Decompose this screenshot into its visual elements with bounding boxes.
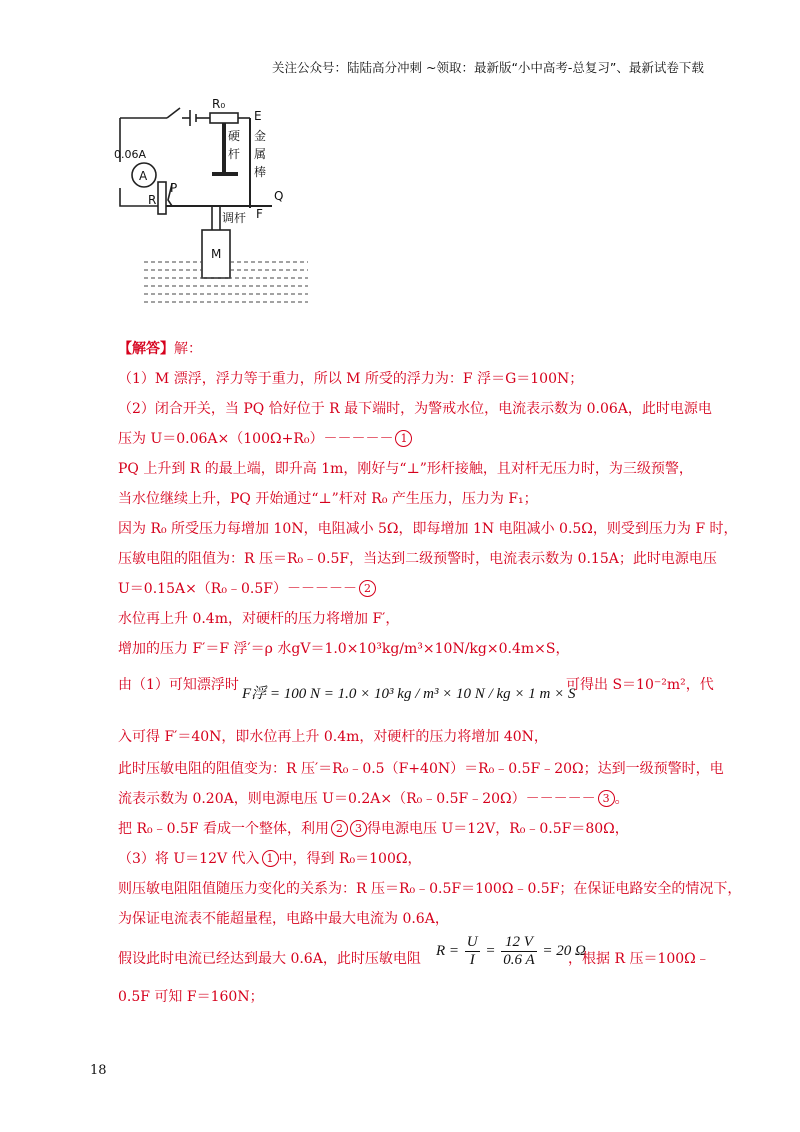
solution-line-2: （2）闭合开关，当 PQ 恰好位于 R 最下端时，为警戒水位，电流表示数为 0.06A，此时电源电 xyxy=(118,401,712,417)
buoyancy-formula: F浮 = 100 N = 1.0 × 10³ kg / m³ × 10 N / kg × 1 m × S xyxy=(242,686,576,702)
svg-text:E: E xyxy=(254,109,262,123)
circled-number: 2 xyxy=(331,820,348,837)
solution-line-6: 因为 R₀ 所受压力每增加 10N，电阻减小 5Ω，即每增加 1N 电阻减小 0.5Ω，则受到压力为 F 时， xyxy=(118,521,738,537)
solution-line-19-suffix: ，根据 R 压＝100Ω﹣ xyxy=(568,951,710,967)
svg-text:R₀: R₀ xyxy=(212,97,226,111)
svg-text:金: 金 xyxy=(254,129,267,143)
solution-line-3: 压为 U＝0.06A×（100Ω+R₀）－－－－－ 1 xyxy=(118,428,412,448)
circuit-diagram xyxy=(112,90,312,310)
solution-line-20: 0.5F 可知 F＝160N； xyxy=(118,989,264,1005)
solution-line-4: PQ 上升到 R 的最上端，即升高 1m，刚好与“⊥”形杆接触，且对杆无压力时，为三级预警， xyxy=(118,461,693,477)
svg-text:调杆: 调杆 xyxy=(222,211,247,225)
resistance-formula: R = $\frac{U}{I}$ = $\frac{12 V}{0.6 A}$ = 20 Ω xyxy=(436,934,586,968)
solution-line-19: 假设此时电流已经达到最大 0.6A，此时压敏电阻 xyxy=(118,951,421,967)
svg-text:R: R xyxy=(148,193,157,207)
svg-text:硬: 硬 xyxy=(228,129,241,143)
svg-text:0.06A: 0.06A xyxy=(114,148,147,161)
circled-number: 3 xyxy=(598,790,615,807)
svg-text:P: P xyxy=(170,181,178,195)
solution-line-17: 则压敏电阻阻值随压力变化的关系为：R 压＝R₀﹣0.5F＝100Ω﹣0.5F；在保证电路安全的情况下， xyxy=(118,881,742,897)
circled-number: 1 xyxy=(395,430,412,447)
solution-line-7: 压敏电阻的阻值为：R 压＝R₀﹣0.5F，当达到二级预警时，电流表示数为 0.15A；此时电源电压 xyxy=(118,551,717,567)
solution-heading: 【解答】解： xyxy=(118,341,202,357)
page-number: 18 xyxy=(90,1063,107,1078)
solution-line-16: （3）将 U＝12V 代入 1 中，得到 R₀＝100Ω， xyxy=(118,851,422,867)
solution-line-11: 由（1）可知漂浮时 xyxy=(118,677,239,693)
solution-line-14: 流表示数为 0.20A，则电源电压 U＝0.2A×（R₀﹣0.5F﹣20Ω）－－－－－ 3 。 xyxy=(118,791,629,807)
solution-line-8: U＝0.15A×（R₀﹣0.5F）－－－－－ 2 xyxy=(118,578,376,598)
circled-number: 3 xyxy=(350,820,367,837)
solution-line-15: 把 R₀﹣0.5F 看成一个整体，利用 2 3 得电源电压 U＝12V，R₀﹣0.5F＝80Ω， xyxy=(118,821,629,837)
svg-text:杆: 杆 xyxy=(228,147,241,161)
solution-line-13: 此时压敏电阻的阻值变为：R 压′＝R₀﹣0.5（F+40N）＝R₀﹣0.5F﹣20Ω；达到一级预警时，电 xyxy=(118,761,724,777)
svg-text:A: A xyxy=(139,169,148,183)
circled-number: 2 xyxy=(359,580,376,597)
solution-line-12: 入可得 F′＝40N，即水位再上升 0.4m，对硬杆的压力将增加 40N， xyxy=(118,729,548,745)
svg-text:棒: 棒 xyxy=(254,165,267,179)
solution-line-1: （1）M 漂浮，浮力等于重力，所以 M 所受的浮力为：F 浮＝G＝100N； xyxy=(118,371,584,387)
svg-text:F: F xyxy=(256,207,263,221)
svg-text:M: M xyxy=(211,247,222,261)
page-header: 关注公众号：陆陆高分冲刺 ~领取：最新版“小中高考-总复习”、最新试卷下载 xyxy=(272,60,704,75)
solution-line-9: 水位再上升 0.4m，对硬杆的压力将增加 F′， xyxy=(118,611,400,627)
solution-line-5: 当水位继续上升，PQ 开始通过“⊥”杆对 R₀ 产生压力，压力为 F₁； xyxy=(118,491,538,507)
solution-line-11-suffix: 可得出 S＝10⁻²m²，代 xyxy=(566,677,714,693)
svg-text:Q: Q xyxy=(274,189,284,203)
svg-text:属: 属 xyxy=(254,147,267,161)
circled-number: 1 xyxy=(262,850,279,867)
solution-line-18: 为保证电流表不能超量程，电路中最大电流为 0.6A， xyxy=(118,911,449,927)
solution-line-10: 增加的压力 F′＝F 浮′＝ρ 水gV＝1.0×10³kg/m³×10N/kg×0.4m×S， xyxy=(118,641,570,657)
